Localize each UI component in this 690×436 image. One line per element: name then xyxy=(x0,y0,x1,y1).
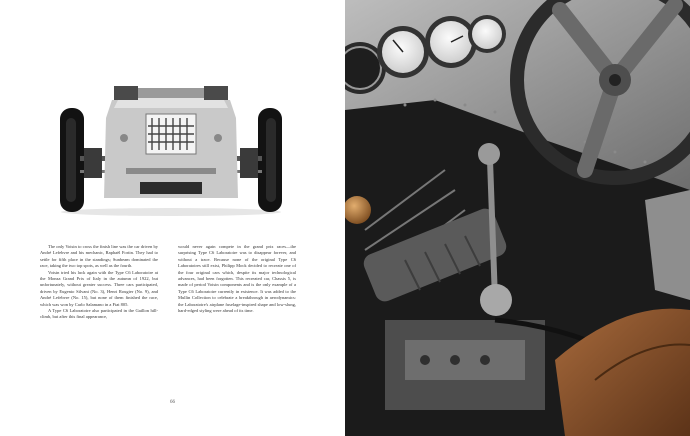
right-page xyxy=(345,0,690,436)
paragraph: Voisin tried his luck again with the Type C6 Laboratoire at the Monza Grand Prix of Italy in the autumn of 1922, but unfortunately, without greater success. Three cars participated, driven by Eugenio Silvani (No. 3), Henri Rougier (No. 9), and André Lefebvre (No. 15), but none of them finished the race, which was won by Carlo Salamano in a Fiat 805. xyxy=(40,269,158,307)
cockpit-interior-photo xyxy=(345,0,690,436)
paragraph: The only Voisin to cross the finish line was the car driven by André Lefebvre and his mechanic, Raphaël Fortin. They had to settle for fifth place in the standings; Sunbeam dominated the race, taking the two top spots, as well as the fourth. xyxy=(40,244,158,269)
paragraph: would never again compete in the grand prix races—the surprising Type C6 Laboratoire was to disappear forever, and without a trace. Because none of the original Type C6 Laboratoires still exist, Philipp Mock decided to recreate one of the four original cars which, despite its major technological advances, had been forgotten. This recreated car, Chassis 5, is made of period Voisin components and is the only example of a Type C6 Laboratoire currently in existence. It was added to the Mullin Collection to celebrate a breakthrough in aerodynamics: the Laboratoire's airplane fuselage-inspired shape and low-slung, hard-edged styling were ahead of its time. xyxy=(178,244,296,314)
front-view-car-photo xyxy=(50,78,292,218)
page-number: 66 xyxy=(170,400,175,405)
paragraph: A Type C6 Laboratoire also participated in the Gaillon hill-climb, but after this final appearance, xyxy=(40,308,158,320)
body-text-column-2 xyxy=(178,244,296,314)
body-text-column-1 xyxy=(40,244,158,321)
